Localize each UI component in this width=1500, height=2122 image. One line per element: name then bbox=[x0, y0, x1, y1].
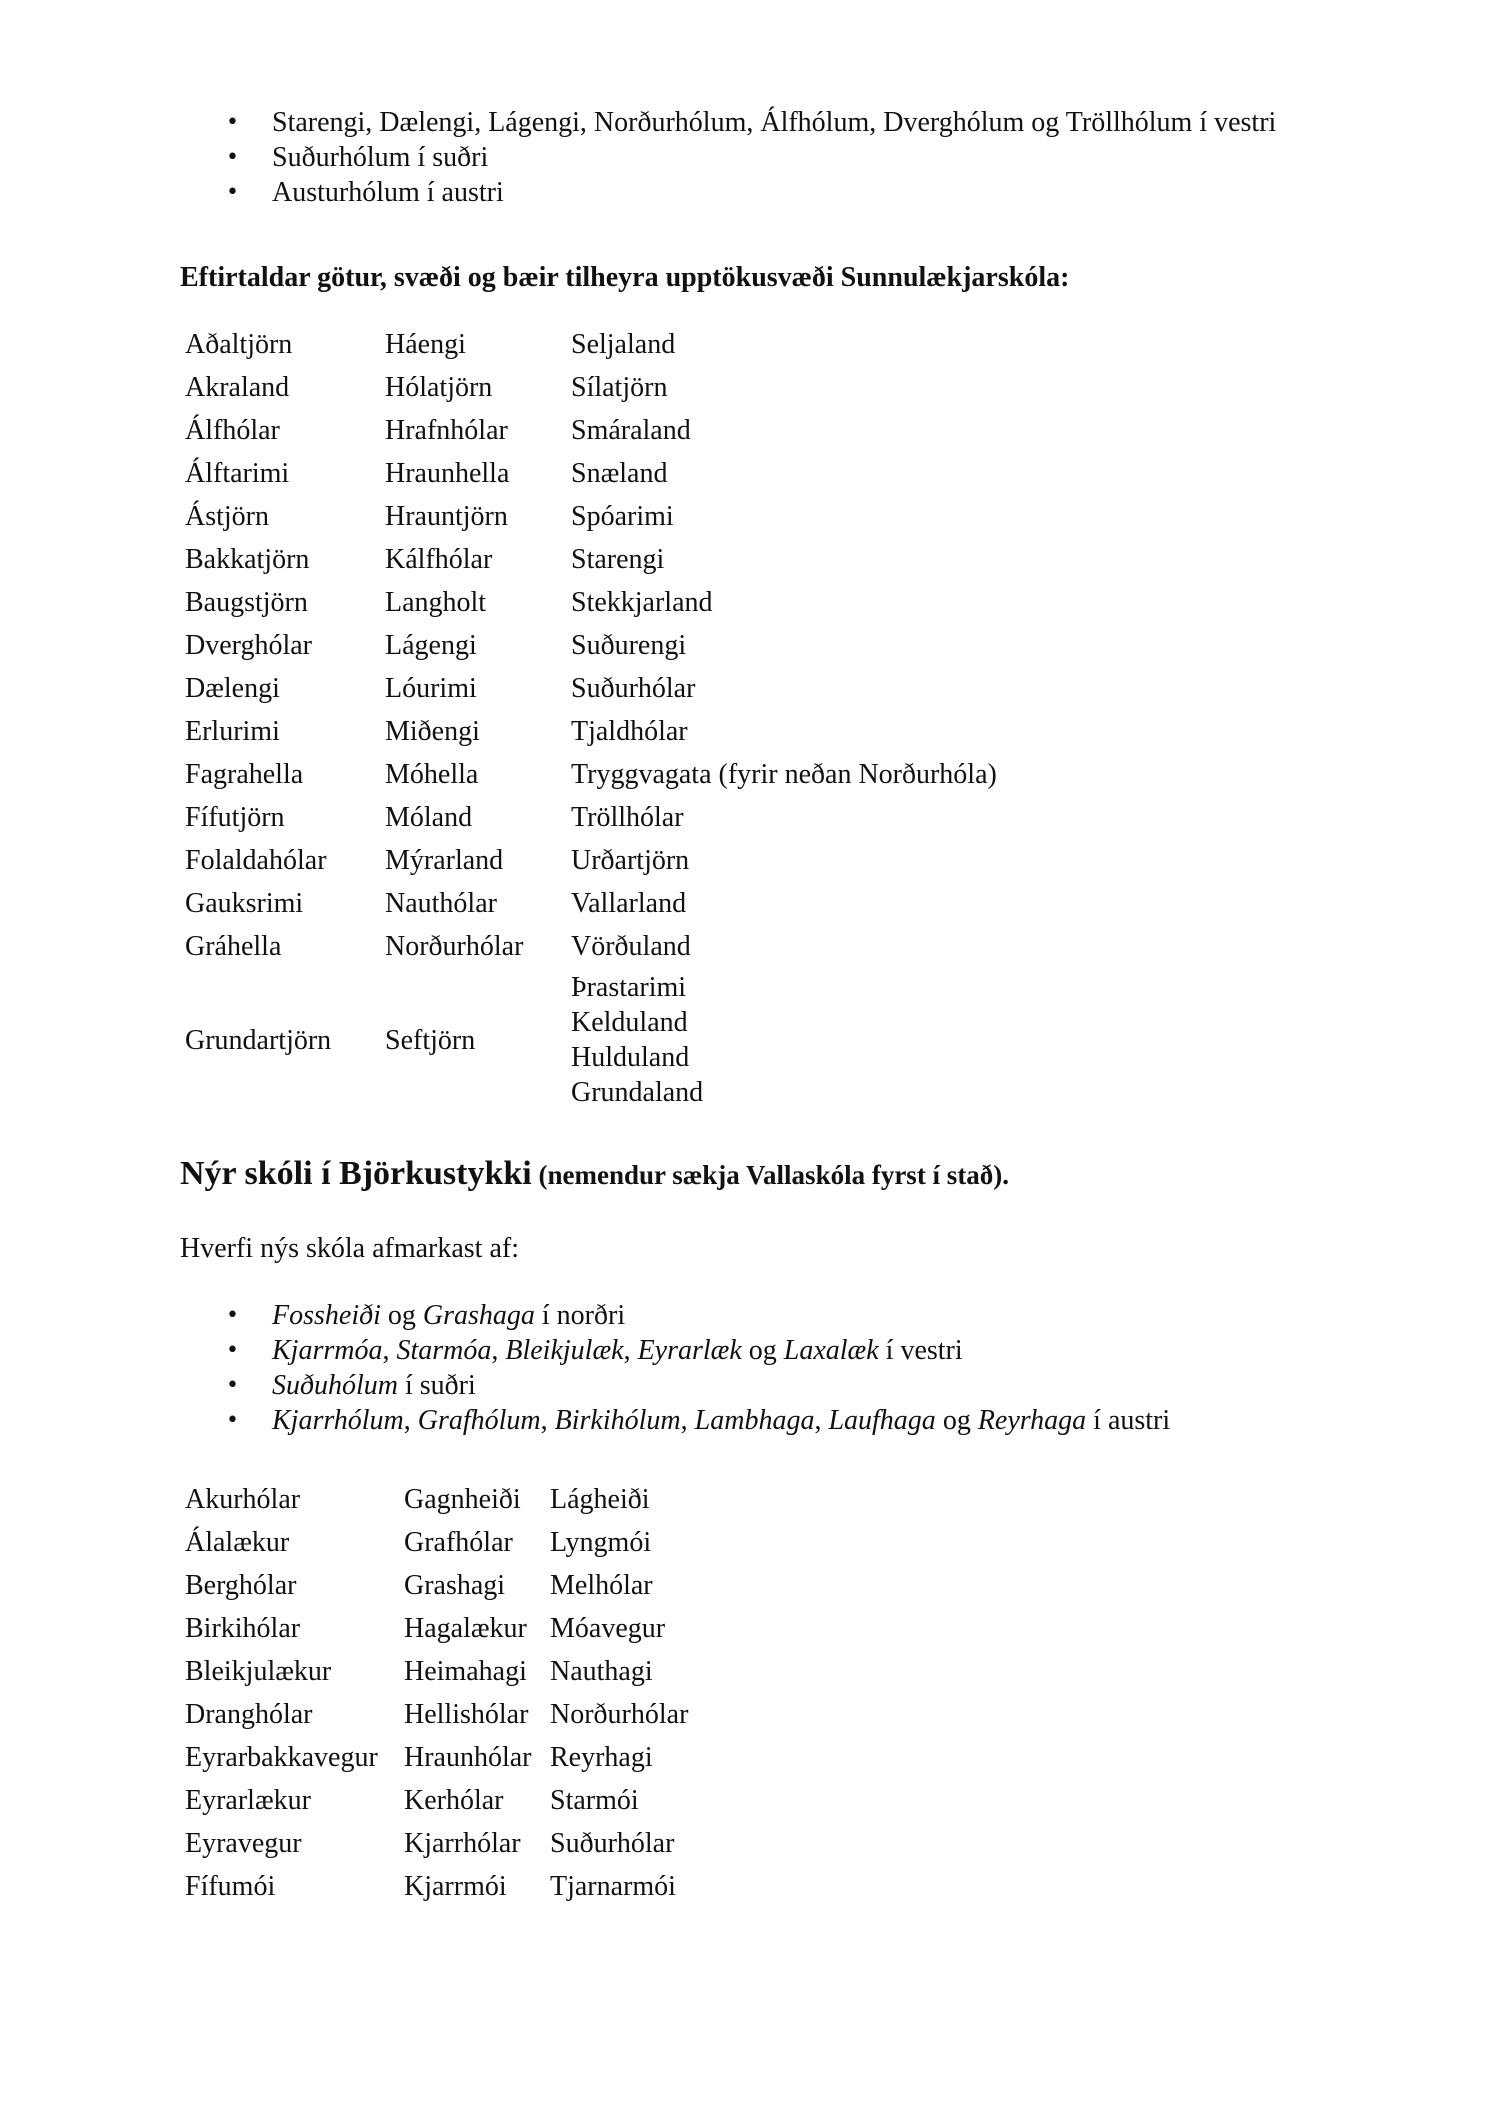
list-item: • Austurhólum í austri bbox=[180, 175, 1402, 210]
table-row bbox=[185, 495, 1003, 538]
street-name: Reyrhaga bbox=[977, 1405, 1087, 1436]
table-cell: Eyravegur bbox=[185, 1828, 302, 1859]
cell-line: Kelduland bbox=[571, 1007, 688, 1038]
table-cell: Suðurhólar bbox=[571, 673, 696, 704]
text: í austri bbox=[1086, 1405, 1171, 1436]
table-cell: Akraland bbox=[185, 372, 290, 403]
table-row bbox=[185, 1607, 694, 1650]
table-cell: Hólatjörn bbox=[385, 372, 493, 403]
table-cell: Snæland bbox=[571, 458, 668, 489]
streets-table-sunnulaekjarskoli bbox=[185, 323, 1003, 1112]
table-cell: Grundartjörn bbox=[185, 1024, 332, 1056]
table-cell: Sílatjörn bbox=[571, 372, 668, 403]
table-cell: Tryggvagata (fyrir neðan Norðurhóla) bbox=[571, 759, 997, 790]
table-row bbox=[185, 366, 1003, 409]
table-row bbox=[185, 1521, 694, 1564]
table-cell: Móavegur bbox=[550, 1613, 666, 1644]
table-cell: Vörðuland bbox=[571, 931, 691, 962]
table-cell: Suðurengi bbox=[571, 630, 687, 661]
table-cell: Ástjörn bbox=[185, 501, 269, 532]
streets-table-new-school bbox=[185, 1478, 694, 1908]
list-item: • Suðurhólum í suðri bbox=[180, 140, 1402, 175]
table-row bbox=[185, 1564, 694, 1607]
table-cell: Langholt bbox=[385, 587, 487, 618]
table-cell-multiline bbox=[571, 968, 1003, 1112]
table-cell: Norðurhólar bbox=[385, 931, 524, 962]
table-cell: Dverghólar bbox=[185, 630, 312, 661]
table-cell: Vallarland bbox=[571, 888, 687, 919]
section-title-note: (nemendur sækja Vallaskóla fyrst í stað). bbox=[531, 1160, 1010, 1190]
table-row bbox=[185, 323, 1003, 366]
table-cell: Fagrahella bbox=[185, 759, 304, 790]
table-row bbox=[185, 839, 1003, 882]
table-cell: Aðaltjörn bbox=[185, 329, 293, 360]
table-cell: Dælengi bbox=[185, 673, 280, 704]
table-cell: Eyrarbakkavegur bbox=[185, 1742, 378, 1773]
table-cell: Starmói bbox=[550, 1785, 639, 1816]
table-row bbox=[185, 1865, 694, 1908]
table-cell: Hraunhella bbox=[385, 458, 510, 489]
table-cell: Miðengi bbox=[385, 716, 480, 747]
text: , bbox=[680, 1405, 695, 1436]
table-cell: Nauthagi bbox=[550, 1656, 653, 1687]
table-cell: Fífutjörn bbox=[185, 802, 285, 833]
table-cell: Hrauntjörn bbox=[385, 501, 508, 532]
table-cell: Akurhólar bbox=[185, 1484, 301, 1515]
list-item: • Starengi, Dælengi, Lágengi, Norðurhólum, Álfhólum, Dverghólum og Tröllhólum í vestri bbox=[180, 105, 1402, 140]
table-cell: Tjaldhólar bbox=[571, 716, 688, 747]
section-title bbox=[180, 1156, 1330, 1193]
table-row bbox=[185, 624, 1003, 667]
table-cell: Gagnheiði bbox=[404, 1484, 521, 1515]
table-cell: Tjarnarmói bbox=[550, 1871, 676, 1902]
table-row bbox=[185, 710, 1003, 753]
table-row bbox=[185, 667, 1003, 710]
table-cell: Norðurhólar bbox=[550, 1699, 689, 1730]
table-row bbox=[185, 409, 1003, 452]
table-row bbox=[185, 968, 1003, 1112]
table-cell: Heimahagi bbox=[404, 1656, 527, 1687]
street-name: Fossheiði bbox=[272, 1300, 381, 1331]
table-cell: Lágheiði bbox=[550, 1484, 650, 1515]
cell-line: Grundaland bbox=[571, 1077, 704, 1108]
table-row bbox=[185, 1650, 694, 1693]
table-cell: Lóurimi bbox=[385, 673, 477, 704]
table-cell: Starengi bbox=[571, 544, 665, 575]
table-cell: Kerhólar bbox=[404, 1785, 504, 1816]
table-cell: Suðurhólar bbox=[550, 1828, 675, 1859]
street-name: Starmóa bbox=[396, 1335, 492, 1366]
table-row bbox=[185, 538, 1003, 581]
street-name: Kjarrhólum bbox=[272, 1405, 404, 1436]
table-cell: Nauthólar bbox=[385, 888, 497, 919]
cell-line: Þrastarimi bbox=[571, 972, 687, 1003]
text: í suðri bbox=[398, 1370, 476, 1401]
text: , bbox=[403, 1405, 418, 1436]
table-cell: Seftjörn bbox=[385, 1024, 476, 1056]
table-cell: Álalækur bbox=[185, 1527, 290, 1558]
table-cell: Hrafnhólar bbox=[385, 415, 508, 446]
intro-text: Hverfi nýs skóla afmarkast af: bbox=[180, 1233, 519, 1264]
text: og bbox=[380, 1300, 423, 1331]
table-cell: Bleikjulækur bbox=[185, 1656, 332, 1687]
table-cell: Baugstjörn bbox=[185, 587, 308, 618]
table-row bbox=[185, 753, 1003, 796]
table-cell: Hraunhólar bbox=[404, 1742, 532, 1773]
list-item bbox=[180, 1298, 1330, 1333]
street-name: Grafhólum bbox=[417, 1405, 541, 1436]
table-cell: Seljaland bbox=[571, 329, 676, 360]
cell-line: Hulduland bbox=[571, 1042, 690, 1073]
table-cell: Mýrarland bbox=[385, 845, 504, 876]
text: og bbox=[935, 1405, 978, 1436]
table-cell: Smáraland bbox=[571, 415, 691, 446]
text: , bbox=[814, 1405, 829, 1436]
table-cell: Dranghólar bbox=[185, 1699, 313, 1730]
text: í vestri bbox=[878, 1335, 963, 1366]
list-item bbox=[180, 1368, 1330, 1403]
table-cell: Gauksrimi bbox=[185, 888, 304, 919]
table-cell: Folaldahólar bbox=[185, 845, 327, 876]
table-row bbox=[185, 925, 1003, 968]
text: , bbox=[491, 1335, 506, 1366]
text: , bbox=[540, 1405, 555, 1436]
table-cell: Lyngmói bbox=[550, 1527, 652, 1558]
table-row bbox=[185, 1779, 694, 1822]
table-cell: Kálfhólar bbox=[385, 544, 493, 575]
table-cell: Grafhólar bbox=[404, 1527, 513, 1558]
table-row bbox=[185, 1478, 694, 1521]
table-cell: Reyrhagi bbox=[550, 1742, 653, 1773]
table-cell: Háengi bbox=[385, 329, 466, 360]
street-name: Kjarrmóa bbox=[272, 1335, 383, 1366]
table-cell: Eyrarlækur bbox=[185, 1785, 311, 1816]
text: og bbox=[741, 1335, 784, 1366]
table-cell: Spóarimi bbox=[571, 501, 674, 532]
text: í norðri bbox=[534, 1300, 626, 1331]
table-cell: Stekkjarland bbox=[571, 587, 713, 618]
boundary-list bbox=[180, 105, 1330, 210]
table-row bbox=[185, 796, 1003, 839]
table-row bbox=[185, 1693, 694, 1736]
table-cell: Gráhella bbox=[185, 931, 282, 962]
table-cell: Kjarrhólar bbox=[404, 1828, 521, 1859]
street-name: Suðuhólum bbox=[272, 1370, 398, 1401]
table-cell: Móhella bbox=[385, 759, 479, 790]
section-title-main: Nýr skóli í Björkustykki bbox=[180, 1155, 532, 1192]
table-cell: Bakkatjörn bbox=[185, 544, 310, 575]
list-item bbox=[180, 1333, 1330, 1368]
document-page bbox=[180, 105, 1330, 1908]
table-row bbox=[185, 452, 1003, 495]
table-row bbox=[185, 1736, 694, 1779]
table-cell: Melhólar bbox=[550, 1570, 653, 1601]
text: , bbox=[382, 1335, 397, 1366]
list-item bbox=[180, 1403, 1330, 1438]
table-cell: Hagalækur bbox=[404, 1613, 527, 1644]
table-cell: Fífumói bbox=[185, 1871, 276, 1902]
table-cell: Birkihólar bbox=[185, 1613, 301, 1644]
table-cell: Móland bbox=[385, 802, 473, 833]
street-name: Birkihólum bbox=[554, 1405, 681, 1436]
table-cell: Lágengi bbox=[385, 630, 477, 661]
table-cell: Álfhólar bbox=[185, 415, 280, 446]
street-name: Eyrarlæk bbox=[637, 1335, 742, 1366]
street-name: Bleikjulæk bbox=[505, 1335, 624, 1366]
street-name: Laxalæk bbox=[783, 1335, 879, 1366]
street-name: Laufhaga bbox=[828, 1405, 936, 1436]
table-cell: Kjarrmói bbox=[404, 1871, 507, 1902]
street-name: Grashaga bbox=[422, 1300, 535, 1331]
table-row bbox=[185, 581, 1003, 624]
table-cell: Erlurimi bbox=[185, 716, 280, 747]
table-row bbox=[185, 1822, 694, 1865]
text: , bbox=[623, 1335, 638, 1366]
table-cell: Grashagi bbox=[404, 1570, 506, 1601]
table-cell: Hellishólar bbox=[404, 1699, 529, 1730]
table-cell: Urðartjörn bbox=[571, 845, 690, 876]
table-row bbox=[185, 882, 1003, 925]
section-heading: Eftirtaldar götur, svæði og bæir tilheyra upptökusvæði Sunnulækjarskóla: bbox=[180, 262, 1070, 293]
table-cell: Álftarimi bbox=[185, 458, 290, 489]
table-cell: Berghólar bbox=[185, 1570, 297, 1601]
street-name: Lambhaga bbox=[694, 1405, 815, 1436]
boundary-list-new-school bbox=[180, 1298, 1330, 1438]
table-cell: Tröllhólar bbox=[571, 802, 684, 833]
